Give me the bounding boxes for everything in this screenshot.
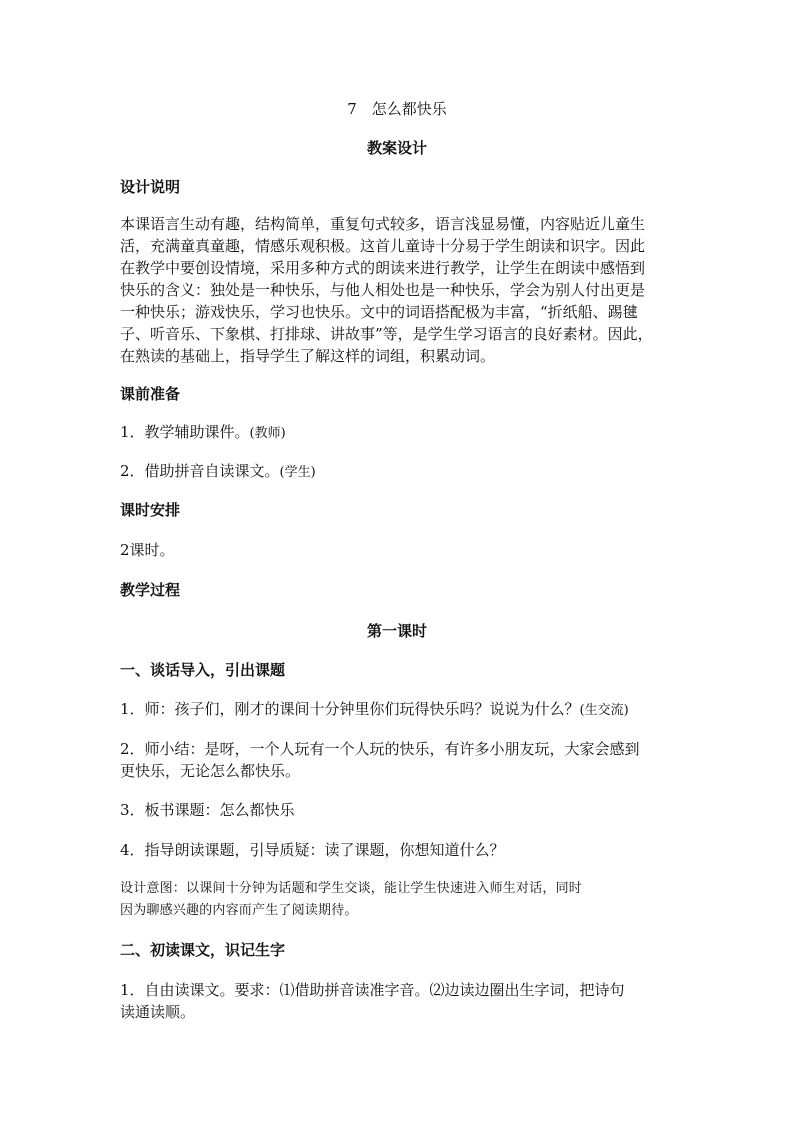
part-two-heading: 二、初读课文，识记生字	[120, 941, 286, 959]
schedule-heading: 课时安排	[120, 501, 181, 519]
prep-item	[120, 421, 680, 445]
design-note-line: 子、听音乐、下象棋、打排球、讲故事”等，是学生学习语言的良好素材。因此，	[120, 325, 653, 343]
part-one-item: 更快乐，无论怎么都快乐。	[120, 762, 301, 780]
design-intent-line: 因为聊感兴趣的内容而产生了阅读期待。	[120, 903, 358, 918]
part-two-line: 1．自由读课文。要求：⑴借助拼音读准字音。⑵边读边圈出生字词，把诗句	[120, 981, 625, 999]
prep-item-text: 1．教学辅助课件。	[120, 423, 250, 441]
part-one-item: 2．师小结：是呀，一个人玩有一个人玩的快乐，有许多小朋友玩，大家会感到	[120, 740, 640, 758]
prep-item-text: 2．借助拼音自读课文。	[120, 462, 280, 480]
part-one-heading: 一、谈话导入，引出课题	[120, 661, 286, 679]
schedule-text: 2课时。	[120, 541, 175, 559]
design-note-line: 本课语言生动有趣，结构简单，重复句式较多，语言浅显易懂，内容贴近儿童生	[120, 215, 646, 233]
prep-item	[120, 460, 680, 484]
part-one-item-text: 1．师：孩子们，刚才的课间十分钟里你们玩得快乐吗？说说为什么？	[120, 700, 580, 718]
design-note-heading: 设计说明	[120, 178, 181, 196]
part-one-item: 4．指导朗读课题，引导质疑：读了课题，你想知道什么？	[120, 841, 505, 859]
design-note-line: 在教学中要创设情境，采用多种方式的朗读来进行教学，让学生在朗读中感悟到	[120, 259, 646, 277]
part-one-item	[120, 698, 680, 722]
lesson-one-heading: 第一课时	[366, 622, 427, 640]
part-one-item: 3．板书课题：怎么都快乐	[120, 801, 295, 819]
design-intent-line: 设计意图：以课间十分钟为话题和学生交谈，能让学生快速进入师生对话，同时	[120, 881, 583, 896]
prep-item-tag: (教师)	[249, 426, 286, 441]
design-note-line: 活，充满童真童趣，情感乐观积极。这首儿童诗十分易于学生朗读和识字。因此	[120, 237, 646, 255]
design-note-line: 一种快乐；游戏快乐，学习也快乐。文中的词语搭配极为丰富，“折纸船、踢毽	[120, 303, 638, 321]
prep-item-tag: (学生)	[279, 465, 316, 480]
design-note-line: 在熟读的基础上，指导学生了解这样的词组，积累动词。	[120, 347, 496, 365]
part-two-line: 读通读顺。	[120, 1003, 196, 1021]
part-one-item-tag: (生交流)	[579, 703, 629, 718]
lesson-subtitle: 教案设计	[366, 139, 427, 157]
lesson-title: 7 怎么都快乐	[347, 100, 447, 118]
process-heading: 教学过程	[120, 581, 181, 599]
design-note-line: 快乐的含义：独处是一种快乐，与他人相处也是一种快乐，学会为别人付出更是	[120, 281, 646, 299]
prep-heading: 课前准备	[120, 385, 181, 403]
